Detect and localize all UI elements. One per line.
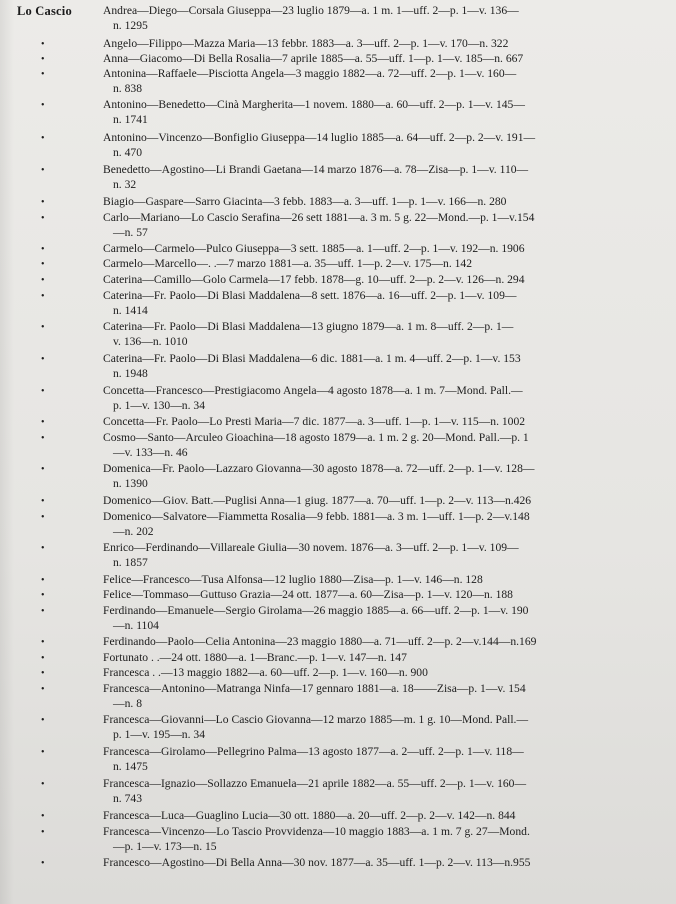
entry-bullet: •	[41, 386, 45, 397]
entry-continuation-line: n. 32	[113, 178, 137, 191]
entry-continuation-line: v. 136—n. 1010	[113, 335, 188, 348]
entry-bullet: •	[41, 259, 45, 270]
entry-line: Anna—Giacomo—Di Bella Rosalia—7 aprile 1885—a. 55—uff. 1—p. 1—v. 185—n. 667	[103, 52, 524, 65]
entry-line: Carmelo—Marcello—. .—7 marzo 1881—a. 35—uff. 1—p. 2—v. 175—n. 142	[103, 257, 473, 270]
entry-line: Francesco—Agostino—Di Bella Anna—30 nov. 1877—a. 35—uff. 1—p. 2—v. 113—n.955	[103, 856, 531, 869]
entry-line: Francesca—Giovanni—Lo Cascio Giovanna—12 marzo 1885—m. 1 g. 10—Mond. Pall.—	[103, 713, 529, 726]
entry-line: Ferdinando—Emanuele—Sergio Girolama—26 maggio 1885—a. 66—uff. 2—p. 1—v. 190	[103, 604, 529, 617]
entry-line: Andrea—Diego—Corsala Giuseppa—23 luglio 1879—a. 1 m. 1—uff. 2—p. 1—v. 136—	[103, 4, 519, 17]
entry-continuation-line: n. 1857	[113, 556, 148, 569]
entry-text	[103, 194, 607, 209]
entry-text	[103, 634, 607, 649]
entry-continuation-line: n. 1390	[113, 477, 148, 490]
entry-line: Caterina—Fr. Paolo—Di Blasi Maddalena—13 giugno 1879—a. 1 m. 8—uff. 2—p. 1—	[103, 320, 514, 333]
entry-line: Concetta—Fr. Paolo—Lo Presti Maria—7 dic. 1877—a. 3—uff. 1—p. 1—v. 115—n. 1002	[103, 415, 526, 428]
entry-text	[103, 681, 607, 711]
entry-line: Felice—Tommaso—Guttuso Grazia—24 ott. 1877—a. 60—Zisa—p. 1—v. 120—n. 188	[103, 588, 513, 601]
entry-bullet: •	[41, 39, 45, 50]
entry-text	[103, 712, 607, 742]
entry-bullet: •	[41, 747, 45, 758]
entry-bullet: •	[41, 244, 45, 255]
entry-continuation-line: —v. 133—n. 46	[113, 446, 188, 459]
entry-text	[103, 319, 607, 349]
entry-bullet: •	[41, 575, 45, 586]
entry-bullet: •	[41, 433, 45, 444]
entry-bullet: •	[41, 291, 45, 302]
entry-bullet: •	[41, 275, 45, 286]
entry-line: Ferdinando—Paolo—Celia Antonina—23 maggio 1880—a. 71—uff. 2—p. 2—v.144—n.169	[103, 635, 537, 648]
entry-line: Cosmo—Santo—Arculeo Gioachina—18 agosto 1879—a. 1 m. 2 g. 20—Mond. Pall.—p. 1	[103, 431, 529, 444]
entry-text	[103, 587, 607, 602]
entry-text	[103, 414, 607, 429]
entry-line: Francesca—Luca—Guaglino Lucia—30 ott. 1880—a. 20—uff. 2—p. 2—v. 142—n. 844	[103, 809, 516, 822]
entry-bullet: •	[41, 684, 45, 695]
entry-text	[103, 509, 607, 539]
entry-text	[103, 351, 607, 381]
entry-line: Caterina—Fr. Paolo—Di Blasi Maddalena—6 dic. 1881—a. 1 m. 4—uff. 2—p. 1—v. 153	[103, 352, 521, 365]
entry-continuation-line: —n. 8	[113, 697, 142, 710]
entry-text	[103, 540, 607, 570]
entry-text	[103, 256, 607, 271]
entry-line: Benedetto—Agostino—Li Brandi Gaetana—14 marzo 1876—a. 78—Zisa—p. 1—v. 110—	[103, 163, 529, 176]
entry-bullet: •	[41, 543, 45, 554]
entry-bullet: •	[41, 779, 45, 790]
entry-text	[103, 288, 607, 318]
entry-line: Carmelo—Carmelo—Pulco Giuseppa—3 sett. 1885—a. 1—uff. 2—p. 1—v. 192—n. 1906	[103, 242, 525, 255]
page-edge-shadow	[0, 0, 14, 904]
entry-bullet: •	[41, 827, 45, 838]
entry-bullet: •	[41, 54, 45, 65]
entry-bullet: •	[41, 811, 45, 822]
entry-text	[103, 808, 607, 823]
entry-line: Caterina—Fr. Paolo—Di Blasi Maddalena—8 sett. 1876—a. 16—uff. 2—p. 1—v. 109—	[103, 289, 517, 302]
entry-bullet: •	[41, 100, 45, 111]
entry-text	[103, 210, 607, 240]
entry-bullet: •	[41, 496, 45, 507]
entry-continuation-line: —n. 202	[113, 525, 154, 538]
entry-bullet: •	[41, 637, 45, 648]
entry-text	[103, 855, 607, 870]
entry-text	[103, 383, 607, 413]
entry-continuation-line: p. 1—v. 195—n. 34	[113, 728, 205, 741]
entry-continuation-line: —n. 57	[113, 226, 148, 239]
entry-line: Domenico—Giov. Batt.—Puglisi Anna—1 giug. 1877—a. 70—uff. 1—p. 2—v. 113—n.426	[103, 494, 532, 507]
entry-text	[103, 36, 607, 51]
entry-line: Angelo—Filippo—Mazza Maria—13 febbr. 1883—a. 3—uff. 2—p. 1—v. 170—n. 322	[103, 37, 509, 50]
entry-text	[103, 603, 607, 633]
surname-heading: Lo Cascio	[17, 4, 72, 18]
entry-line: Caterina—Camillo—Golo Carmela—17 febb. 1878—g. 10—uff. 2—p. 2—v. 126—n. 294	[103, 273, 525, 286]
entry-continuation-line: n. 470	[113, 146, 142, 159]
entry-bullet: •	[41, 590, 45, 601]
entry-text	[103, 744, 607, 774]
entry-bullet: •	[41, 606, 45, 617]
entry-continuation-line: n. 1475	[113, 760, 148, 773]
entry-line: Domenica—Fr. Paolo—Lazzaro Giovanna—30 agosto 1878—a. 72—uff. 2—p. 1—v. 128—	[103, 462, 535, 475]
entry-line: Biagio—Gaspare—Sarro Giacinta—3 febb. 1883—a. 3—uff. 1—p. 1—v. 166—n. 280	[103, 195, 507, 208]
entry-bullet: •	[41, 133, 45, 144]
entry-bullet: •	[41, 354, 45, 365]
entry-text	[103, 461, 607, 491]
entry-continuation-line: n. 838	[113, 82, 142, 95]
entry-line: Francesca—Girolamo—Pellegrino Palma—13 agosto 1877—a. 2—uff. 2—p. 1—v. 118—	[103, 745, 524, 758]
entry-line: Carlo—Mariano—Lo Cascio Serafina—26 sett 1881—a. 3 m. 5 g. 22—Mond.—p. 1—v.154	[103, 211, 535, 224]
entry-line: Antonina—Raffaele—Pisciotta Angela—3 maggio 1882—a. 72—uff. 2—p. 1—v. 160—	[103, 67, 517, 80]
entry-line: Francesca—Antonino—Matranga Ninfa—17 gennaro 1881—a. 18——Zisa—p. 1—v. 154	[103, 682, 526, 695]
entry-continuation-line: —n. 1104	[113, 619, 159, 632]
entry-bullet: •	[41, 322, 45, 333]
entry-bullet: •	[41, 213, 45, 224]
entry-line: Francesca—Ignazio—Sollazzo Emanuela—21 aprile 1882—a. 55—uff. 2—p. 1—v. 160—	[103, 777, 527, 790]
entry-bullet: •	[41, 715, 45, 726]
entry-line: Fortunato . .—24 ott. 1880—a. 1—Branc.—p. 1—v. 147—n. 147	[103, 651, 407, 664]
entry-bullet: •	[41, 69, 45, 80]
entry-continuation-line: n. 1414	[113, 304, 148, 317]
entry-text	[103, 430, 607, 460]
entry-continuation-line: p. 1—v. 130—n. 34	[113, 399, 205, 412]
entry-text	[103, 3, 607, 33]
entry-line: Enrico—Ferdinando—Villareale Giulia—30 novem. 1876—a. 3—uff. 2—p. 1—v. 109—	[103, 541, 519, 554]
entry-bullet: •	[41, 512, 45, 523]
entry-line: Francesca . .—13 maggio 1882—a. 60—uff. 2—p. 1—v. 160—n. 900	[103, 666, 428, 679]
entry-text	[103, 665, 607, 680]
entry-text	[103, 272, 607, 287]
entry-line: Domenico—Salvatore—Fiammetta Rosalia—9 febb. 1881—a. 3 m. 1—uff. 1—p. 2—v.148	[103, 510, 530, 523]
entry-text	[103, 824, 607, 854]
entry-line: Francesca—Vincenzo—Lo Tascio Provvidenza—10 maggio 1883—a. 1 m. 7 g. 27—Mond.	[103, 825, 530, 838]
entry-text	[103, 162, 607, 192]
entry-bullet: •	[41, 653, 45, 664]
entry-bullet: •	[41, 417, 45, 428]
entry-continuation-line: n. 1948	[113, 367, 148, 380]
entry-bullet: •	[41, 858, 45, 869]
entry-text	[103, 572, 607, 587]
entry-continuation-line: n. 1295	[113, 19, 148, 32]
entry-line: Antonino—Benedetto—Cinà Margherita—1 novem. 1880—a. 60—uff. 2—p. 1—v. 145—	[103, 98, 525, 111]
entry-line: Antonino—Vincenzo—Bonfiglio Giuseppa—14 luglio 1885—a. 64—uff. 2—p. 2—v. 191—	[103, 131, 536, 144]
entry-text	[103, 51, 607, 66]
entry-line: Felice—Francesco—Tusa Alfonsa—12 luglio 1880—Zisa—p. 1—v. 146—n. 128	[103, 573, 483, 586]
entry-bullet: •	[41, 165, 45, 176]
entry-continuation-line: —p. 1—v. 173—n. 15	[113, 840, 217, 853]
entry-continuation-line: n. 1741	[113, 113, 148, 126]
entry-text	[103, 66, 607, 96]
entry-text	[103, 130, 607, 160]
entry-line: Concetta—Francesco—Prestigiacomo Angela—4 agosto 1878—a. 1 m. 7—Mond. Pall.—	[103, 384, 523, 397]
entry-text	[103, 97, 607, 127]
entry-text	[103, 776, 607, 806]
entry-continuation-line: n. 743	[113, 792, 142, 805]
entry-bullet: •	[41, 668, 45, 679]
entry-bullet: •	[41, 464, 45, 475]
entry-bullet: •	[41, 197, 45, 208]
entry-text	[103, 493, 607, 508]
entry-text	[103, 241, 607, 256]
entry-text	[103, 650, 607, 665]
